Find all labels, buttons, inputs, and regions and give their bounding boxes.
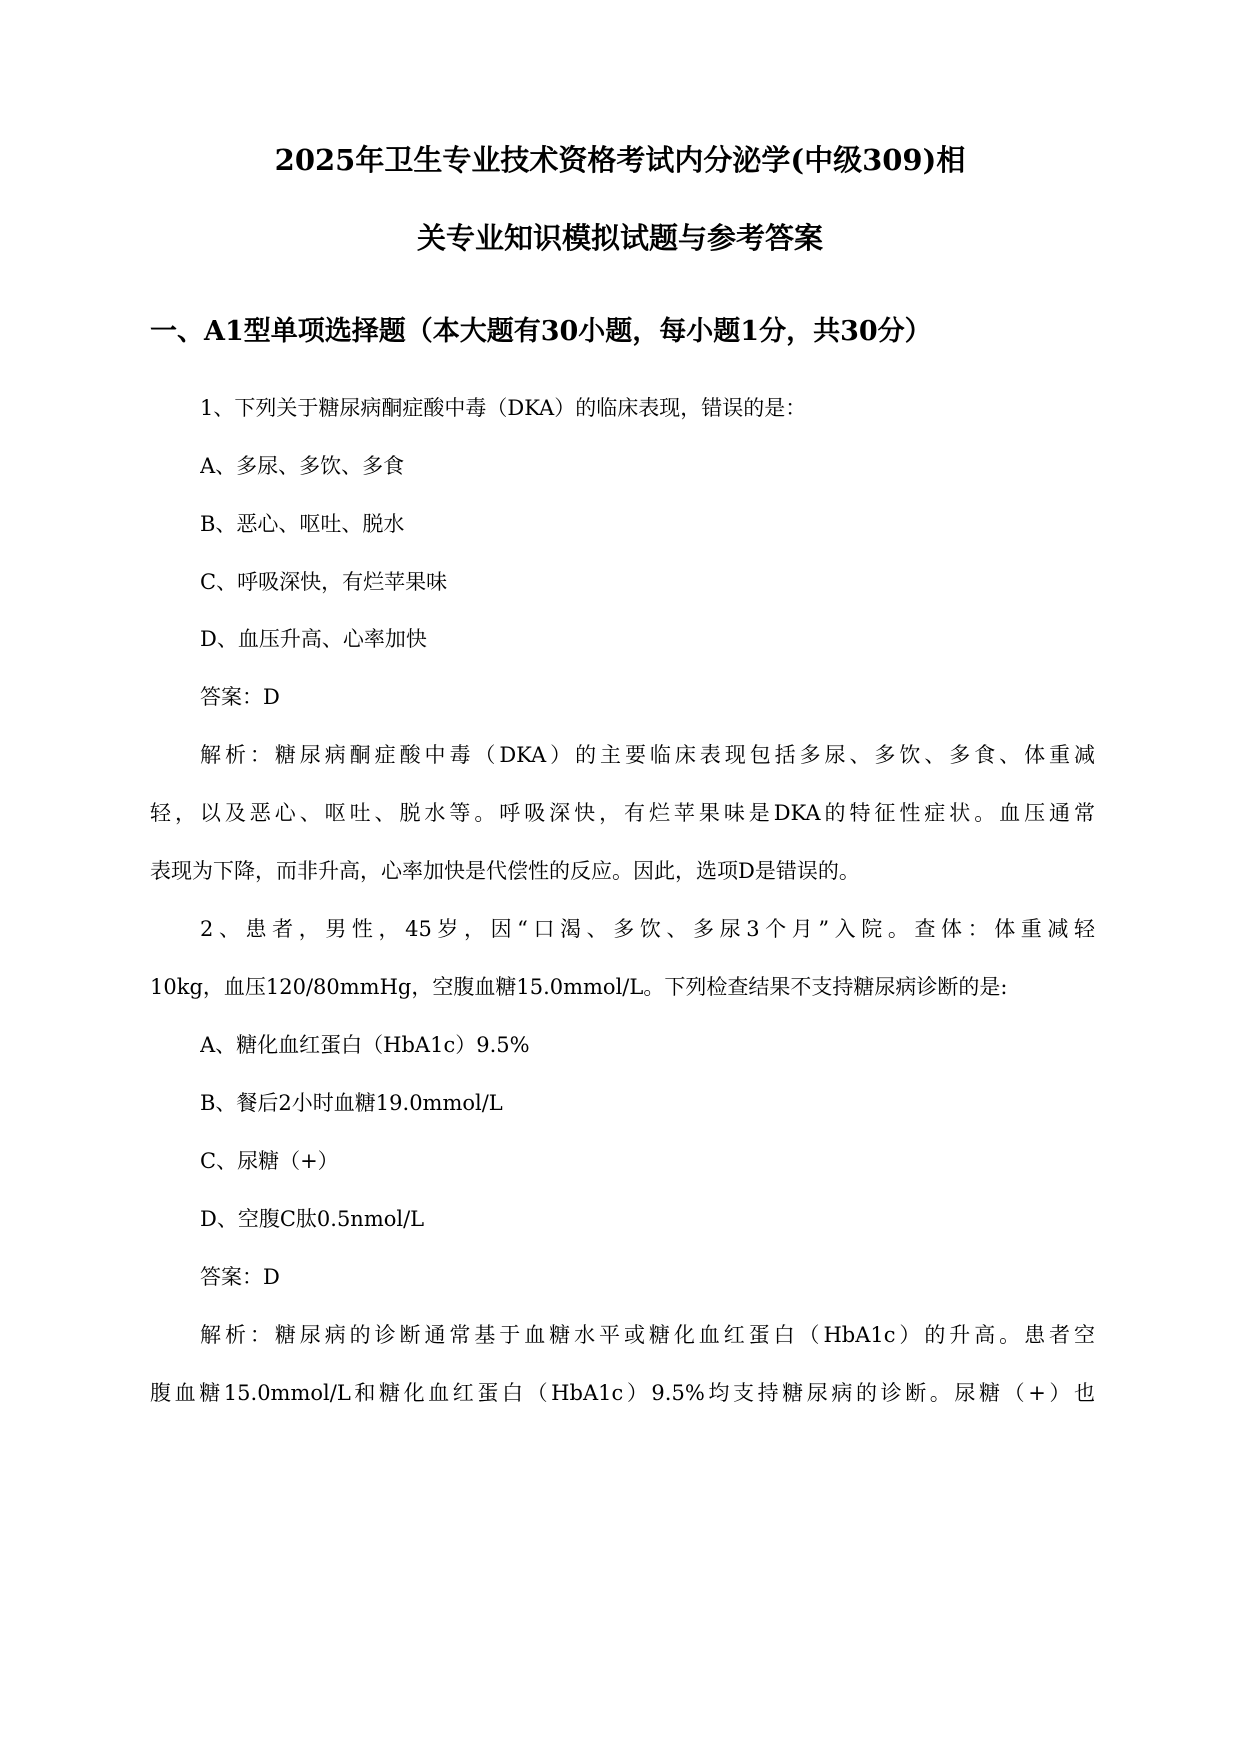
- document-title-line-2: 关专业知识模拟试题与参考答案: [416, 221, 823, 255]
- question-2-stem-line-2: 10kg，血压120/80mmHg，空腹血糖15.0mmol/L。下列检查结果不支持糖尿病诊断的是:: [150, 975, 1008, 999]
- question-2-option-c: C、尿糖（+）: [200, 1149, 339, 1173]
- question-1-option-a: A、多尿、多饮、多食: [200, 454, 405, 478]
- question-1-stem: 1、下列关于糖尿病酮症酸中毒（DKA）的临床表现，错误的是：: [200, 396, 807, 420]
- question-1-analysis-line-3: 表现为下降，而非升高，心率加快是代偿性的反应。因此，选项D是错误的。: [150, 859, 860, 883]
- question-1-analysis-line-2: 轻，以及恶心、呕吐、脱水等。呼吸深快，有烂苹果味是DKA的特征性症状。血压通常: [150, 801, 1095, 825]
- question-1-option-b: B、恶心、呕吐、脱水: [200, 512, 405, 536]
- question-2-option-d: D、空腹C肽0.5nmol/L: [200, 1207, 425, 1231]
- question-1-option-d: D、血压升高、心率加快: [200, 627, 427, 651]
- question-1-answer: 答案：D: [200, 685, 280, 709]
- question-2-option-a: A、糖化血红蛋白（HbA1c）9.5%: [200, 1033, 530, 1057]
- question-2-analysis-line-1: 解析：糖尿病的诊断通常基于血糖水平或糖化血红蛋白（HbA1c）的升高。患者空: [200, 1323, 1095, 1347]
- question-1-option-c: C、呼吸深快，有烂苹果味: [200, 570, 448, 594]
- question-2-stem-line-1: 2、患者，男性，45岁，因“口渴、多饮、多尿3个月”入院。查体：体重减轻: [200, 917, 1095, 941]
- question-2-analysis-line-2: 腹血糖15.0mmol/L和糖化血红蛋白（HbA1c）9.5%均支持糖尿病的诊断。尿糖（+）也: [150, 1381, 1095, 1405]
- question-2-option-b: B、餐后2小时血糖19.0mmol/L: [200, 1091, 503, 1115]
- document-title-line-1: 2025年卫生专业技术资格考试内分泌学(中级309)相: [274, 143, 966, 177]
- question-2-answer: 答案：D: [200, 1265, 280, 1289]
- section-heading: 一、A1型单项选择题（本大题有30小题，每小题1分，共30分）: [150, 316, 932, 347]
- question-1-analysis-line-1: 解析：糖尿病酮症酸中毒（DKA）的主要临床表现包括多尿、多饮、多食、体重减: [200, 743, 1095, 767]
